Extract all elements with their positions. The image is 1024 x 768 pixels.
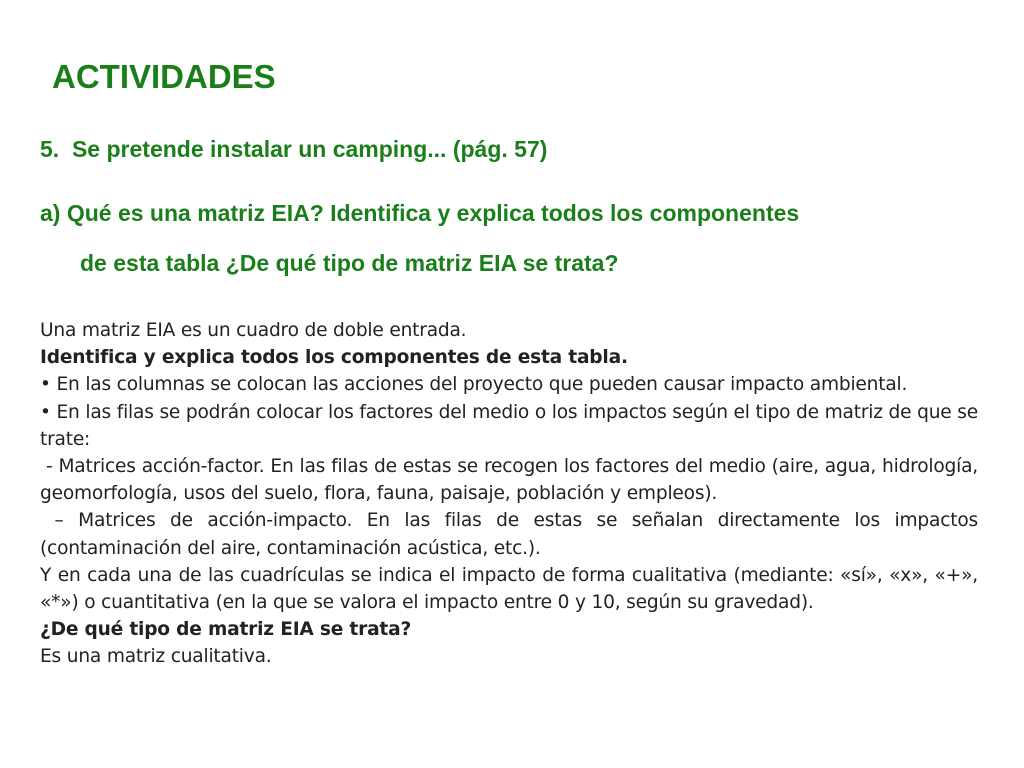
- question-a-line-2: de esta tabla ¿De qué tipo de matriz EIA se trata?: [80, 250, 619, 276]
- question-number: 5.: [40, 136, 60, 162]
- answer-heading-components: Identifica y explica todos los componentes de esta tabla.: [40, 347, 628, 369]
- answer-bullet-rows: • En las filas se podrán colocar los factores del medio o los impactos según el tipo de matriz de que se trate:: [40, 401, 978, 450]
- answer-dash-action-factor: - Matrices acción-factor. En las filas de estas se recogen los factores del medio (aire, agua, hidrología, geomorfología, usos del suelo, flora, fauna, paisaje, población y empleos).: [40, 456, 984, 505]
- question-text: Se pretende instalar un camping... (pág. 57): [71, 136, 548, 162]
- answer-block: [40, 317, 984, 671]
- answer-heading-type: ¿De qué tipo de matriz EIA se trata?: [40, 619, 412, 641]
- question-5: [40, 134, 547, 164]
- question-a: [40, 188, 990, 288]
- answer-type: Es una matriz cualitativa.: [40, 646, 272, 668]
- answer-grid-cells: Y en cada una de las cuadrículas se indica el impacto de forma cualitativa (mediante: «sí», «x», «+», «*») o cuantitativa (en la que se valora el impacto entre 0 y 10, según su gravedad).: [40, 564, 978, 614]
- answer-bullet-columns: • En las columnas se colocan las acciones del proyecto que pueden causar impacto ambiental.: [40, 374, 908, 396]
- question-a-line-1: a) Qué es una matriz EIA? Identifica y explica todos los componentes: [40, 200, 800, 226]
- answer-dash-action-impact: – Matrices de acción-impacto. En las filas de estas se señalan directamente los impactos (contaminación del aire, contaminación acústica, etc.).: [40, 510, 984, 559]
- answer-definition: Una matriz EIA es un cuadro de doble entrada.: [40, 320, 467, 341]
- slide-title: ACTIVIDADES: [52, 58, 276, 95]
